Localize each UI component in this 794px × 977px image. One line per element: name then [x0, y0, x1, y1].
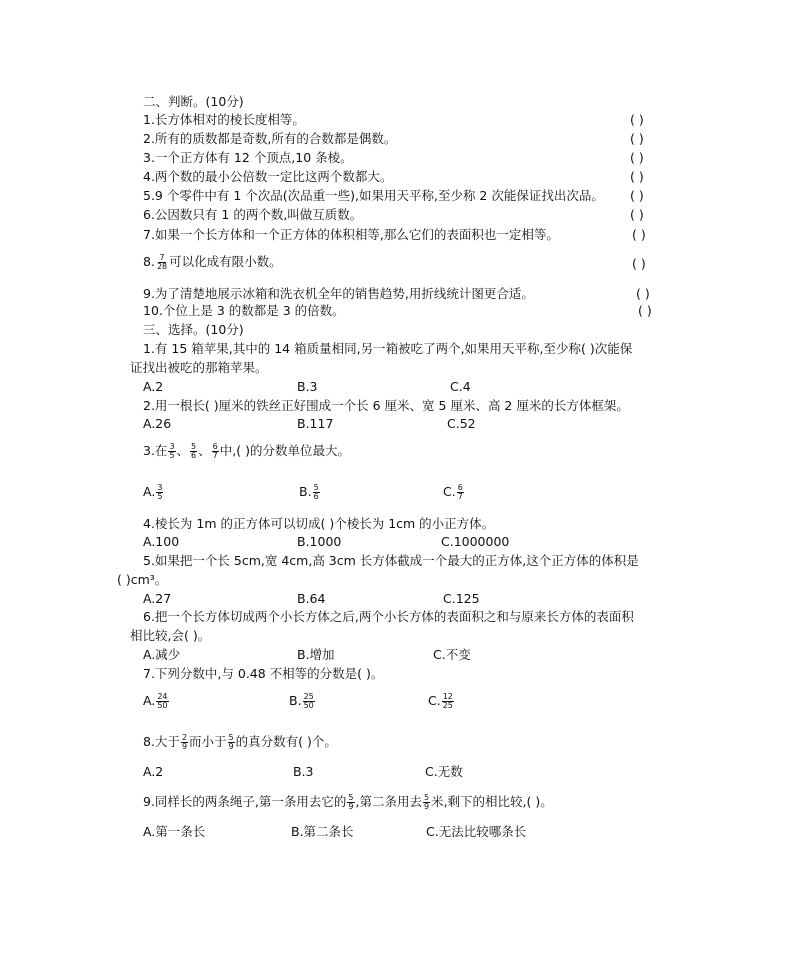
- q6-line2: 相比较,会( )。: [130, 628, 211, 643]
- q1-option-c[interactable]: C.4: [450, 379, 471, 394]
- judgment-item-6: 6.公因数只有 1 的两个数,叫做互质数。: [143, 207, 363, 222]
- q8-option-b[interactable]: B.3: [293, 764, 314, 779]
- q9-prefix: 9.同样长的两条绳子,第一条用去它的: [143, 794, 347, 809]
- q3-line1: [143, 443, 350, 460]
- option-label: A.: [143, 484, 156, 499]
- q5-option-a[interactable]: A.27: [143, 591, 172, 606]
- fraction-numerator: 12: [442, 692, 453, 701]
- judgment-item-10: 10.个位上是 3 的数都是 3 的倍数。: [143, 303, 345, 318]
- fraction-numerator: 7: [159, 253, 165, 262]
- q9-option-b[interactable]: B.第二条长: [291, 824, 354, 839]
- answer-blank-5[interactable]: ( ): [630, 188, 644, 203]
- fraction-denominator: 28: [156, 262, 168, 271]
- q5-option-b[interactable]: B.64: [297, 591, 326, 606]
- judgment-item-8: [143, 254, 282, 271]
- item-8-prefix: 8.: [143, 254, 155, 269]
- judgment-item-7: 7.如果一个长方体和一个正方体的体积相等,那么它们的表面积也一定相等。: [143, 227, 559, 242]
- fraction-numerator: 5: [191, 442, 197, 451]
- answer-blank-2[interactable]: ( ): [630, 131, 644, 146]
- q9-suffix: 米,剩下的相比较,( )。: [431, 794, 553, 809]
- fraction-12-25: [442, 693, 454, 710]
- q1-option-a[interactable]: A.2: [143, 379, 164, 394]
- fraction-denominator: 9: [228, 742, 234, 751]
- judgment-item-3: 3.一个正方体有 12 个顶点,10 条棱。: [143, 150, 353, 165]
- q8-middle: 而小于: [189, 734, 227, 749]
- fraction-denominator: 7: [212, 451, 218, 460]
- q4-option-a[interactable]: A.100: [143, 534, 180, 549]
- judgment-heading: 二、判断。(10分): [143, 94, 244, 109]
- q2-line1: 2.用一根长( )厘米的铁丝正好围成一个长 6 厘米、宽 5 厘米、高 2 厘米的长方体框架。: [143, 398, 629, 413]
- fraction-numerator: 5: [228, 733, 234, 742]
- q3-prefix: 3.在: [143, 443, 168, 458]
- q6-line1: 6.把一个长方体切成两个小长方体之后,两个小长方体的表面积之和与原来长方体的表面积: [143, 609, 634, 624]
- fraction-denominator: 25: [442, 701, 453, 710]
- fraction-denominator: 9: [181, 742, 188, 751]
- fraction-2-9: [181, 734, 188, 751]
- fraction-25-50: [303, 693, 315, 710]
- fraction-6-7: [212, 443, 219, 460]
- q7-option-a[interactable]: [143, 693, 170, 710]
- q4-line1: 4.棱长为 1m 的正方体可以切成( )个棱长为 1cm 的小正方体。: [143, 516, 495, 531]
- answer-blank-6[interactable]: ( ): [630, 207, 644, 222]
- answer-blank-9[interactable]: ( ): [636, 286, 650, 301]
- fraction-denominator: 9: [423, 802, 430, 811]
- fraction-denominator: 50: [303, 701, 314, 710]
- answer-blank-10[interactable]: ( ): [638, 303, 652, 318]
- fraction-denominator: 9: [348, 802, 354, 811]
- q9-middle: ,第二条用去: [355, 794, 422, 809]
- fraction-7-28: [156, 254, 168, 271]
- answer-blank-4[interactable]: ( ): [630, 169, 644, 184]
- fraction-numerator: 2: [181, 733, 188, 742]
- q7-option-b[interactable]: [289, 693, 316, 710]
- q9-option-c[interactable]: C.无法比较哪条长: [426, 824, 527, 839]
- option-label: A.: [143, 693, 156, 708]
- q9-line1: [143, 794, 553, 811]
- q8-line1: [143, 734, 337, 751]
- q9-option-a[interactable]: A.第一条长: [143, 824, 206, 839]
- q4-option-b[interactable]: B.1000: [297, 534, 342, 549]
- q1-line2: 证找出被吃的那箱苹果。: [130, 360, 268, 375]
- answer-blank-3[interactable]: ( ): [630, 150, 644, 165]
- judgment-item-5: 5.9 个零件中有 1 个次品(次品重一些),如果用天平称,至少称 2 次能保证找出次品。: [143, 188, 604, 203]
- fraction-6-7: [457, 484, 464, 501]
- fraction-numerator: 24: [157, 692, 168, 701]
- q3-option-a[interactable]: [143, 484, 164, 501]
- fraction-numerator: 25: [303, 692, 314, 701]
- q5-line2: ( )cm³。: [117, 572, 168, 587]
- fraction-5-9: [347, 794, 354, 811]
- answer-blank-7[interactable]: ( ): [632, 227, 646, 242]
- option-label: B.: [299, 484, 312, 499]
- fraction-5-6: [313, 484, 320, 501]
- separator: 、: [198, 443, 211, 458]
- q1-line1: 1.有 15 箱苹果,其中的 14 箱质量相同,另一箱被吃了两个,如果用天平称,至少称( )次能保: [143, 341, 633, 356]
- q6-option-a[interactable]: A.减少: [143, 647, 181, 662]
- fraction-denominator: 7: [457, 492, 463, 501]
- fraction-numerator: 5: [313, 483, 319, 492]
- q7-line1: 7.下列分数中,与 0.48 不相等的分数是( )。: [143, 666, 384, 681]
- fraction-denominator: 5: [169, 451, 175, 460]
- option-label: B.: [289, 693, 302, 708]
- q8-prefix: 8.大于: [143, 734, 180, 749]
- q5-line1: 5.如果把一个长 5cm,宽 4cm,高 3cm 长方体截成一个最大的正方体,这个正方体的体积是: [143, 553, 639, 568]
- q8-option-c[interactable]: C.无数: [425, 764, 463, 779]
- judgment-item-9: 9.为了清楚地展示冰箱和洗衣机全年的销售趋势,用折线统计图更合适。: [143, 286, 534, 301]
- fraction-denominator: 6: [191, 451, 197, 460]
- q3-option-c[interactable]: [443, 484, 465, 501]
- answer-blank-1[interactable]: ( ): [630, 112, 644, 127]
- option-label: C.: [443, 484, 456, 499]
- q2-option-b[interactable]: B.117: [297, 416, 334, 431]
- option-label: C.: [428, 693, 441, 708]
- fraction-numerator: 3: [169, 442, 175, 451]
- fraction-3-5: [168, 443, 175, 460]
- q4-option-c[interactable]: C.1000000: [441, 534, 510, 549]
- q7-option-c[interactable]: [428, 693, 455, 710]
- fraction-24-50: [156, 693, 168, 710]
- q6-option-c[interactable]: C.不变: [433, 647, 471, 662]
- fraction-numerator: 6: [212, 442, 218, 451]
- fraction-5-9: [228, 734, 235, 751]
- q3-option-b[interactable]: [299, 484, 321, 501]
- q8-suffix: 的真分数有( )个。: [235, 734, 337, 749]
- choice-heading: 三、选择。(10分): [143, 322, 244, 337]
- q2-option-a[interactable]: A.26: [143, 416, 172, 431]
- fraction-3-5: [156, 484, 163, 501]
- q3-suffix: 中,( )的分数单位最大。: [219, 443, 350, 458]
- fraction-denominator: 6: [313, 492, 319, 501]
- fraction-numerator: 3: [157, 483, 163, 492]
- judgment-item-2: 2.所有的质数都是奇数,所有的合数都是偶数。: [143, 131, 397, 146]
- judgment-item-1: 1.长方体相对的棱长度相等。: [143, 112, 305, 127]
- fraction-5-6: [190, 443, 197, 460]
- item-8-suffix: 可以化成有限小数。: [169, 254, 282, 269]
- answer-blank-8[interactable]: ( ): [632, 256, 646, 271]
- fraction-5-9: [423, 794, 430, 811]
- fraction-numerator: 6: [457, 483, 463, 492]
- q5-option-c[interactable]: C.125: [443, 591, 480, 606]
- q1-option-b[interactable]: B.3: [297, 379, 318, 394]
- fraction-numerator: 5: [423, 793, 430, 802]
- fraction-denominator: 5: [157, 492, 163, 501]
- fraction-denominator: 50: [157, 701, 168, 710]
- q2-option-c[interactable]: C.52: [447, 416, 476, 431]
- q8-option-a[interactable]: A.2: [143, 764, 164, 779]
- judgment-item-4: 4.两个数的最小公倍数一定比这两个数都大。: [143, 169, 393, 184]
- fraction-numerator: 5: [348, 793, 354, 802]
- separator: 、: [176, 443, 190, 458]
- q6-option-b[interactable]: B.增加: [297, 647, 335, 662]
